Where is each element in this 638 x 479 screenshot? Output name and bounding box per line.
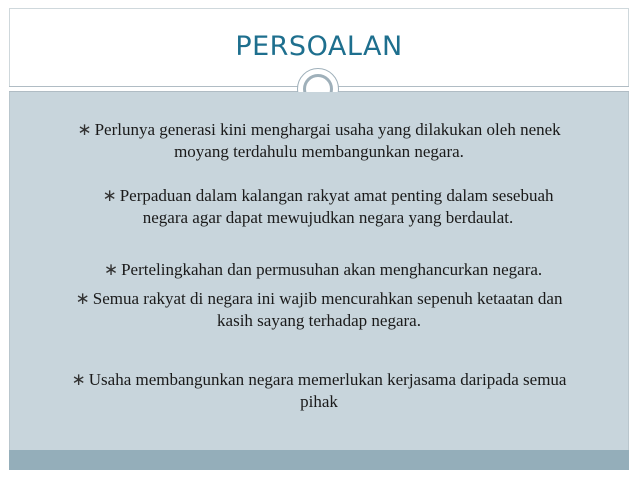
bullet-icon: ∗ (102, 186, 117, 206)
point-2 (58, 185, 598, 229)
point-1 (30, 119, 608, 163)
bullet-icon: ∗ (103, 260, 119, 280)
bullet-icon: ∗ (77, 120, 92, 140)
point-4-line2: kasih sayang terhadap negara. (217, 311, 421, 330)
bullet-icon: ∗ (71, 370, 86, 390)
point-2-line2: negara agar dapat mewujudkan negara yang berdaulat. (142, 208, 514, 227)
point-5-line2: pihak (300, 392, 338, 411)
bullet-icon: ∗ (75, 289, 90, 309)
point-1-line1: Perlunya generasi kini menghargai usaha yang dilakukan oleh nenek (94, 120, 561, 139)
point-4 (28, 288, 610, 332)
point-3-line1: Pertelingkahan dan permusuhan akan menghancurkan negara. (121, 260, 543, 279)
point-5-line1: Usaha membangunkan negara memerlukan kerjasama daripada semua (88, 370, 567, 389)
point-2-line1: Perpaduan dalam kalangan rakyat amat penting dalam sesebuah (119, 186, 554, 205)
point-1-line2: moyang terdahulu membangunkan negara. (174, 142, 464, 161)
point-3 (58, 259, 588, 281)
point-5 (28, 369, 610, 413)
bottom-bar (9, 450, 629, 470)
point-4-line1: Semua rakyat di negara ini wajib mencurahkan sepenuh ketaatan dan (92, 289, 563, 308)
slide-title: PERSOALAN (235, 31, 403, 62)
